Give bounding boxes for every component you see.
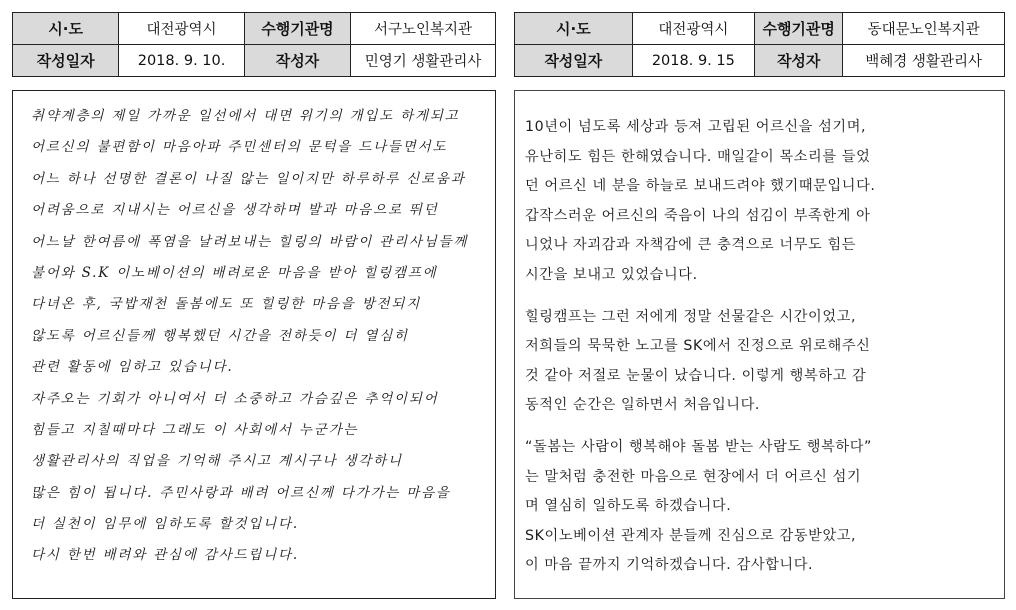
left-letter-lines [31,101,487,572]
paragraph-gap [525,421,998,433]
left-letter-line: 더 실천이 임무에 임하도록 할것입니다. [31,516,299,533]
left-agency-label: 수행기관명 [244,13,350,45]
right-agency-value: 동대문노인복지관 [843,13,1005,45]
right-letter-line: 갑작스러운 어르신의 죽음이 나의 섬김이 부족한게 아 [525,207,871,224]
left-letter-line: 어려움으로 지내시는 어르신을 생각하며 발과 마음으로 뛰던 [31,202,439,219]
right-letter-line: 동적인 순간은 일하면서 처음입니다. [525,397,761,414]
right-letter-line: 던 어르신 네 분을 하늘로 보내드려야 했기때문입니다. [525,178,876,195]
left-letter-line: 취약계층의 제일 가까운 일선에서 대면 위기의 개입도 하게되고 [31,108,460,124]
right-header-table [514,12,1005,77]
left-letter-line: 다시 한번 배려와 관심에 감사드립니다. [31,547,299,564]
left-header-table [12,12,496,77]
right-letter-line: 는 말처럼 충전한 마음으로 현장에서 더 어르신 섬기 [525,468,862,485]
right-region-value: 대전광역시 [632,13,755,45]
left-letter-line: 어느날 한여름에 폭염을 날려보내는 힐링의 바람이 관리사님들께 [31,233,469,250]
left-handwritten-letter [12,90,496,599]
right-letter-line: 시간을 보내고 있었습니다. [525,266,698,283]
left-letter-line: 자주오는 기회가 아니여서 더 소중하고 가슴깊은 추억이되어 [31,390,439,407]
left-date-value: 2018. 9. 10. [119,45,245,77]
left-letter-line: 다녀온 후, 국밥재천 돌봄에도 또 힐링한 마음을 방전되지 [31,296,422,313]
left-letter-line: 않도록 어르신들께 행복했던 시간을 전하듯이 더 열심히 [31,327,409,344]
right-letter-paragraph [525,113,998,291]
right-letter-line: 이 마음 끝까지 기억하겠습니다. 감사합니다. [525,557,814,574]
right-letter-paragraphs [525,113,998,581]
left-letter-line: 불어와 S.K 이노베이션의 배려로운 마음을 받아 힐링캠프에 [31,264,438,281]
left-author-label: 작성자 [244,45,350,77]
left-letter-line: 많은 힘이 됩니다. 주민사랑과 배려 어르신께 다가가는 마음을 [31,484,451,501]
right-letter-line: “돌봄는 사람이 행복해야 돌봄 받는 사람도 행복하다” [525,438,872,455]
right-typed-letter [514,90,1005,599]
left-agency-value: 서구노인복지관 [351,13,496,45]
right-letter-line: 10년이 넘도록 세상과 등져 고립된 어르신을 섬기며, [525,119,867,135]
right-letter-paragraph [525,303,998,421]
right-author-label: 작성자 [755,45,843,77]
right-letter-line: 저희들의 묵묵한 노고를 SK에서 진정으로 위로해주신 [525,338,871,355]
left-date-label: 작성일자 [13,45,119,77]
right-date-value: 2018. 9. 15 [632,45,755,77]
right-letter-paragraph [525,433,998,581]
paragraph-gap [525,291,998,303]
right-letter-line: 니었나 자괴감과 자책감에 큰 충격으로 너무도 힘든 [525,237,857,254]
right-letter-line: 유난히도 힘든 한해였습니다. 매일같이 목소리를 들었 [525,148,871,165]
left-letter-line: 관련 활동에 임하고 있습니다. [31,359,234,376]
left-letter-line: 생활관리사의 직업을 기억해 주시고 계시구나 생각하니 [31,453,403,470]
left-letter-line: 어르신의 불편함이 마음아파 주민센터의 문턱을 드나들면서도 [31,139,448,156]
right-date-label: 작성일자 [515,45,633,77]
right-letter-line: SK이노베이션 관계자 분들께 진심으로 감동받았고, [525,527,857,544]
left-letter-line: 힘들고 지칠때마다 그래도 이 사회에서 누군가는 [31,421,359,438]
left-region-value: 대전광역시 [119,13,245,45]
left-author-value: 민영기 생활관리사 [351,45,496,77]
right-author-value: 백혜경 생활관리사 [843,45,1005,77]
left-letter-line: 어느 하나 선명한 결론이 나질 않는 일이지만 하루하루 신로움과 [31,170,466,187]
left-region-label: 시·도 [13,13,119,45]
right-letter-line: 것 같아 저절로 눈물이 났습니다. 이렇게 행복하고 감 [525,367,867,384]
right-testimonial-card [514,12,1005,599]
right-region-label: 시·도 [515,13,633,45]
right-letter-line: 힐링캠프는 그런 저에게 정말 선물같은 시간이었고, [525,308,857,325]
right-letter-line: 며 열심히 일하도록 하겠습니다. [525,498,732,515]
left-testimonial-card [12,12,496,599]
right-agency-label: 수행기관명 [755,13,843,45]
